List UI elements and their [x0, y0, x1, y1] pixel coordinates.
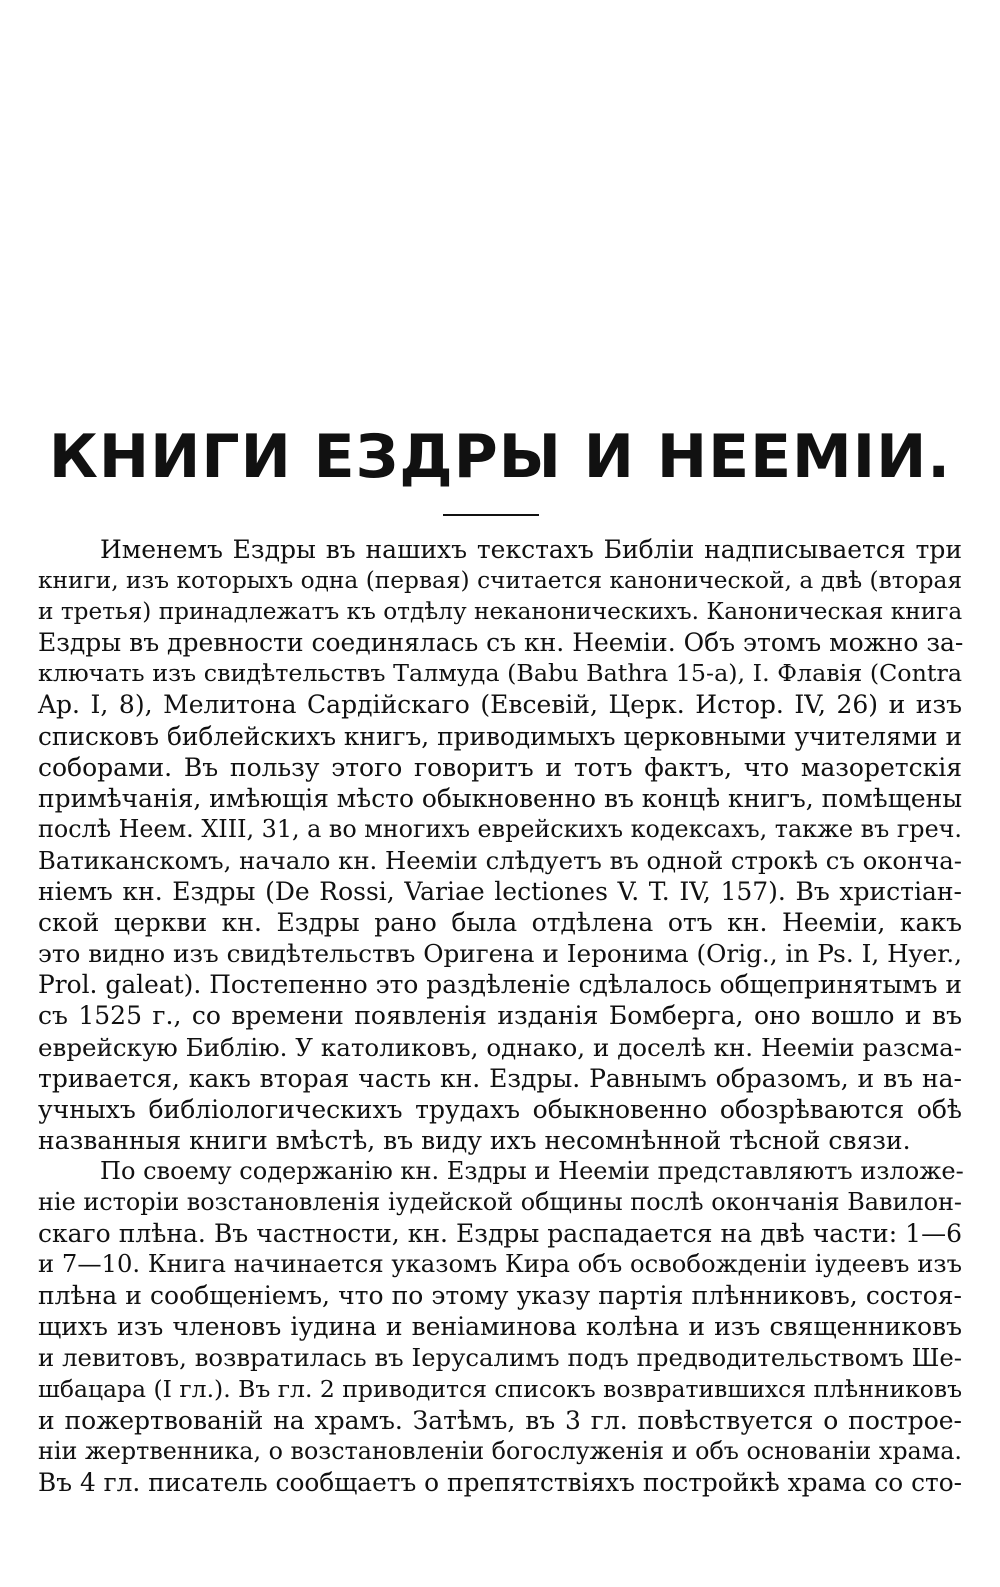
- text-line: учныхъ библіологическихъ трудахъ обыкновенно обозрѣваются обѣ: [38, 1094, 962, 1124]
- text-line: примѣчанія, имѣющія мѣсто обыкновенно въ концѣ книгъ, помѣщены: [38, 783, 963, 813]
- text-line: щихъ изъ членовъ іудина и веніаминова колѣна и изъ священниковъ: [38, 1312, 962, 1342]
- text-line: По своему содержанію кн. Ездры и Нееміи представляютъ изложе-: [100, 1156, 964, 1185]
- text-line: тривается, какъ вторая часть кн. Ездры. Равнымъ образомъ, и въ на-: [38, 1063, 962, 1093]
- text-line: послѣ Неем. XIII, 31, а во многихъ еврейскихъ кодексахъ, также въ греч.: [38, 814, 962, 843]
- body-text: [38, 534, 962, 1498]
- text-line: ніе исторіи возстановленія іудейской общины послѣ окончанія Вавилон-: [38, 1187, 962, 1216]
- text-line: ключать изъ свидѣтельствъ Талмуда (Babu Bathra 15-a), I. Флавія (Contra: [38, 659, 962, 688]
- text-line: и третья) принадлежатъ къ отдѣлу неканоническихъ. Каноническая книга: [38, 598, 963, 626]
- text-line: списковъ библейскихъ книгъ, приводимыхъ церковными учителями и: [38, 721, 962, 751]
- text-line: книги, изъ которыхъ одна (первая) считается канонической, а двѣ (вторая: [38, 567, 962, 595]
- text-line: Ватиканскомъ, начало кн. Нееміи слѣдуетъ въ одной строкѣ съ оконча-: [38, 845, 962, 875]
- text-line: соборами. Въ пользу этого говоритъ и тотъ фактъ, что мазоретскія: [38, 752, 962, 782]
- text-line: ніемъ кн. Ездры (De Rossi, Variae lectiones V. T. IV, 157). Въ христіан-: [38, 877, 962, 907]
- paragraph-1: [38, 534, 962, 1156]
- text-line: названныя книги вмѣстѣ, въ виду ихъ несомнѣнной тѣсной связи.: [38, 1125, 911, 1155]
- text-line: съ 1525 г., со времени появленія изданія Бомберга, оно вошло и въ: [38, 1001, 962, 1031]
- text-line: Ездры въ древности соединялась съ кн. Нееміи. Объ этомъ можно за-: [38, 628, 964, 658]
- text-line: это видно изъ свидѣтельствъ Оригена и Іеронима (Orig., in Ps. I, Hyer.,: [38, 939, 962, 969]
- text-line: и левитовъ, возвратилась въ Іерусалимъ подъ предводительствомъ Ше-: [38, 1343, 962, 1373]
- paragraph-2: [38, 1156, 962, 1498]
- title-divider: [443, 514, 539, 516]
- text-line: ской церкви кн. Ездры рано была отдѣлена отъ кн. Нееміи, какъ: [38, 908, 962, 938]
- text-line: Въ 4 гл. писатель сообщаетъ о препятствіяхъ постройкѣ храма со сто-: [38, 1467, 962, 1497]
- text-line: Именемъ Ездры въ нашихъ текстахъ Библіи надписывается три: [100, 535, 962, 564]
- text-line: Ap. I, 8), Мелитона Сардійскаго (Евсевій, Церк. Истор. IV, 26) и изъ: [38, 690, 962, 720]
- text-line: скаго плѣна. Въ частности, кн. Ездры распадается на двѣ части: 1—6: [38, 1219, 962, 1249]
- text-line: плѣна и сообщеніемъ, что по этому указу партія плѣнниковъ, состоя-: [38, 1281, 962, 1311]
- text-line: и пожертвованій на храмъ. Затѣмъ, въ 3 гл. повѣствуется о построе-: [38, 1405, 962, 1435]
- text-line: и 7—10. Книга начинается указомъ Кира объ освобожденіи іудеевъ изъ: [38, 1250, 962, 1279]
- text-line: ніи жертвенника, о возстановленіи богослуженія и объ основаніи храма.: [38, 1436, 962, 1465]
- text-line: шбацара (I гл.). Въ гл. 2 приводится списокъ возвратившихся плѣнниковъ: [38, 1374, 963, 1403]
- text-line: Prol. galeat). Постепенно это раздѣленіе сдѣлалось общепринятымъ и: [38, 970, 962, 1000]
- chapter-title: КНИГИ ЕЗДРЫ И НЕЕМІИ.: [48, 422, 952, 492]
- text-line: еврейскую Библію. У католиковъ, однако, и доселѣ кн. Нееміи разсма-: [38, 1032, 962, 1062]
